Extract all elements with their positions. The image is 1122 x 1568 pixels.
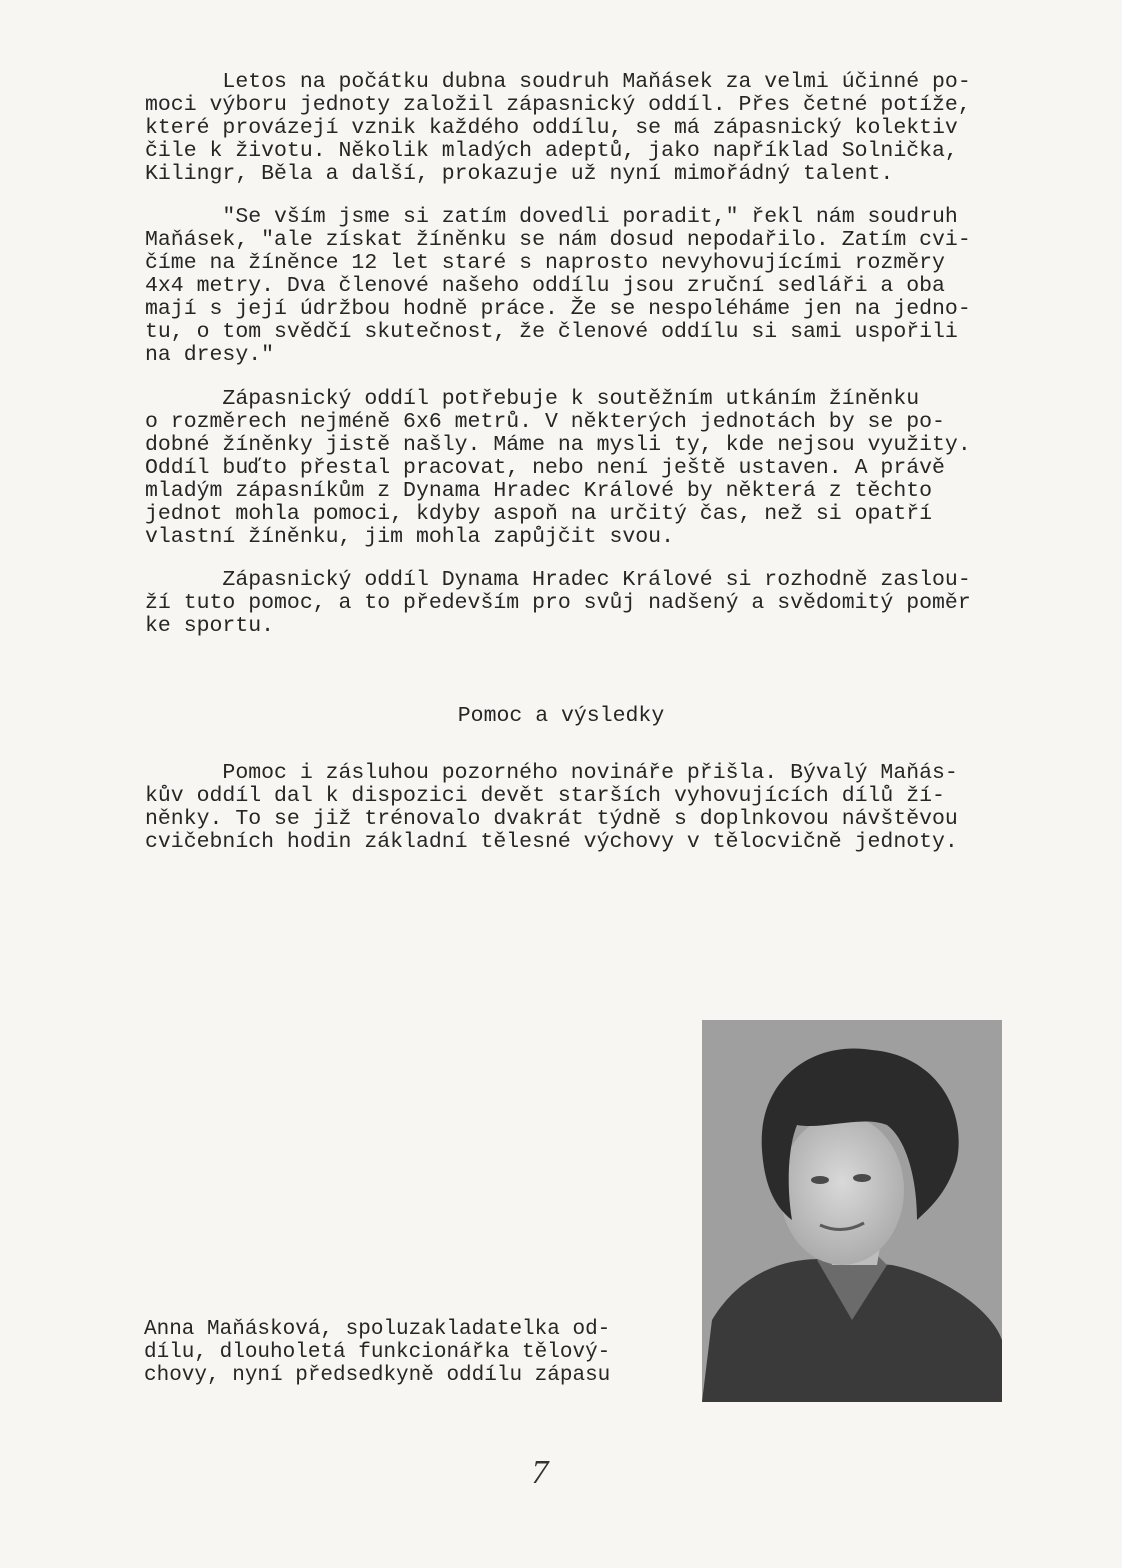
text-line: ke sportu. (145, 614, 275, 638)
caption-line: chovy, nyní předsedkyně oddílu zápasu (144, 1364, 611, 1387)
text-line: o rozměrech nejméně 6x6 metrů. V některých jednotách by se po- (145, 410, 945, 434)
text-line: Zápasnický oddíl Dynama Hradec Králové si rozhodně zaslou- (145, 568, 971, 592)
text-line: Letos na počátku dubna soudruh Maňásek za velmi účinné po- (145, 70, 971, 94)
text-line: Pomoc i zásluhou pozorného novináře přišla. Bývalý Maňás- (145, 761, 958, 785)
text-line: číme na žíněnce 12 let staré s naprosto nevyhovujícími rozměry (145, 251, 945, 275)
text-line: 4x4 metry. Dva členové našeho oddílu jsou zruční sedláři a oba (145, 274, 945, 298)
text-line: které provázejí vznik každého oddílu, se má zápasnický kolektiv (145, 116, 958, 140)
text-line: ží tuto pomoc, a to především pro svůj nadšený a svědomitý poměr (145, 591, 971, 615)
text-line: Oddíl buďto přestal pracovat, nebo není ještě ustaven. A právě (145, 456, 945, 480)
text-line: mají s její údržbou hodně práce. Že se nespoléháme jen na jedno- (145, 297, 971, 321)
text-line: Zápasnický oddíl potřebuje k soutěžním utkáním žíněnku (145, 387, 920, 411)
portrait-icon (702, 1020, 1002, 1402)
text-line: "Se vším jsme si zatím dovedli poradit," řekl nám soudruh (145, 205, 958, 229)
text-line: Kilingr, Běla a další, prokazuje už nyní mimořádný talent. (145, 162, 894, 186)
portrait-photo (702, 1020, 1002, 1402)
text-line: cvičebních hodin základní tělesné výchovy v tělocvičně jednoty. (145, 830, 958, 854)
text-line: tu, o tom svědčí skutečnost, že členové oddílu si sami uspořili (145, 320, 958, 344)
section-heading: Pomoc a výsledky (457, 704, 665, 728)
text-line: dobné žíněnky jistě našly. Máme na mysli ty, kde nejsou využity. (145, 433, 971, 457)
text-line: něnky. To se již trénovalo dvakrát týdně s doplnkovou návštěvou (145, 807, 958, 831)
text-line: moci výboru jednoty založil zápasnický oddíl. Přes četné potíže, (145, 93, 971, 117)
text-line: mladým zápasníkům z Dynama Hradec Králové by některá z těchto (145, 479, 933, 503)
text-line: vlastní žíněnku, jim mohla zapůjčit svou. (145, 525, 674, 549)
caption-line: Anna Maňásková, spoluzakladatelka od- (144, 1318, 611, 1341)
text-line: kův oddíl dal k dispozici devět starších vyhovujících dílů ží- (145, 784, 945, 808)
page-number: 7 (531, 1454, 549, 1491)
text-line: na dresy." (145, 343, 275, 367)
text-line: Maňásek, "ale získat žíněnku se nám dosud nepodařilo. Zatím cvi- (145, 228, 971, 252)
text-line: čile k životu. Několik mladých adeptů, jako například Solnička, (145, 139, 958, 163)
caption-line: dílu, dlouholetá funkcionářka tělový- (144, 1341, 611, 1364)
text-line: jednot mohla pomoci, kdyby aspoň na určitý čas, než si opatří (145, 502, 933, 526)
